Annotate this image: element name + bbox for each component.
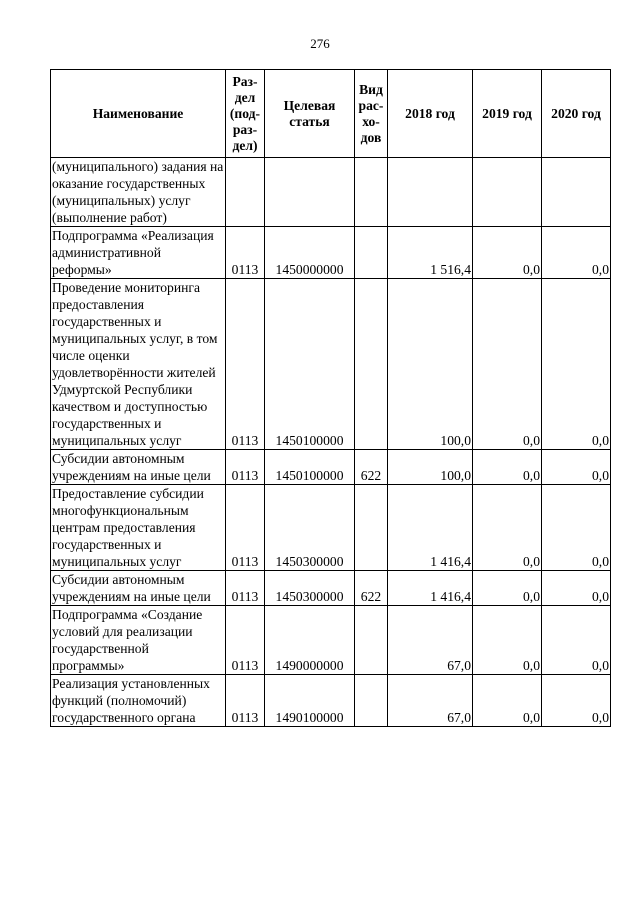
row-2018: 67,0 [388,675,473,727]
row-expense-type [355,158,388,227]
table-row [51,450,611,485]
row-section: 0113 [226,606,265,675]
row-section: 0113 [226,279,265,450]
header-section: Раз- дел (под- раз- дел) [226,70,265,158]
table-row [51,606,611,675]
row-2018: 1 416,4 [388,485,473,571]
row-2019: 0,0 [473,227,542,279]
row-2019: 0,0 [473,606,542,675]
header-article: Целевая статья [265,70,355,158]
row-2019: 0,0 [473,485,542,571]
row-section: 0113 [226,571,265,606]
row-2019 [473,158,542,227]
table-row [51,227,611,279]
table-row [51,279,611,450]
row-name: Субсидии автономным учреждениям на иные цели [51,571,226,606]
row-article: 1450100000 [265,450,355,485]
row-2018 [388,158,473,227]
row-2018: 67,0 [388,606,473,675]
row-2020: 0,0 [542,485,611,571]
header-expense-type: Вид рас- хо- дов [355,70,388,158]
row-expense-type [355,279,388,450]
row-2019: 0,0 [473,279,542,450]
table-row [51,485,611,571]
row-2018: 1 416,4 [388,571,473,606]
row-2020: 0,0 [542,450,611,485]
row-name: Предоставление субсидии многофункциональным центрам предоставления государственных и муниципальных услуг [51,485,226,571]
budget-table [50,69,611,727]
row-section [226,158,265,227]
row-article: 1490000000 [265,606,355,675]
row-2020: 0,0 [542,606,611,675]
row-2020 [542,158,611,227]
row-name: Проведение мониторинга предоставления государственных и муниципальных услуг, в том числе оценки удовлетворённости жителей Удмуртской Республики качеством и доступностью государственных и муниципальных услуг [51,279,226,450]
row-2019: 0,0 [473,571,542,606]
row-expense-type [355,485,388,571]
table-row [51,158,611,227]
row-name: Подпрограмма «Создание условий для реализации государственной программы» [51,606,226,675]
row-article [265,158,355,227]
row-name: Реализация установленных функций (полномочий) государственного органа [51,675,226,727]
header-name: Наименование [51,70,226,158]
row-expense-type: 622 [355,450,388,485]
row-section: 0113 [226,450,265,485]
table-row [51,675,611,727]
row-section: 0113 [226,485,265,571]
row-name: (муниципального) задания на оказание государственных (муниципальных) услуг (выполнение работ) [51,158,226,227]
header-2020: 2020 год [542,70,611,158]
row-2019: 0,0 [473,450,542,485]
row-name: Субсидии автономным учреждениям на иные цели [51,450,226,485]
table-header-row [51,70,611,158]
row-expense-type [355,606,388,675]
row-expense-type [355,675,388,727]
header-2018: 2018 год [388,70,473,158]
row-2019: 0,0 [473,675,542,727]
row-article: 1450100000 [265,279,355,450]
row-2018: 100,0 [388,279,473,450]
row-article: 1490100000 [265,675,355,727]
row-expense-type: 622 [355,571,388,606]
row-section: 0113 [226,227,265,279]
row-2020: 0,0 [542,675,611,727]
table-row [51,571,611,606]
row-2018: 100,0 [388,450,473,485]
row-2020: 0,0 [542,279,611,450]
row-article: 1450000000 [265,227,355,279]
row-2018: 1 516,4 [388,227,473,279]
row-article: 1450300000 [265,571,355,606]
row-section: 0113 [226,675,265,727]
row-2020: 0,0 [542,571,611,606]
row-2020: 0,0 [542,227,611,279]
row-name: Подпрограмма «Реализация административной реформы» [51,227,226,279]
row-article: 1450300000 [265,485,355,571]
page-number: 276 [310,36,330,51]
header-2019: 2019 год [473,70,542,158]
row-expense-type [355,227,388,279]
